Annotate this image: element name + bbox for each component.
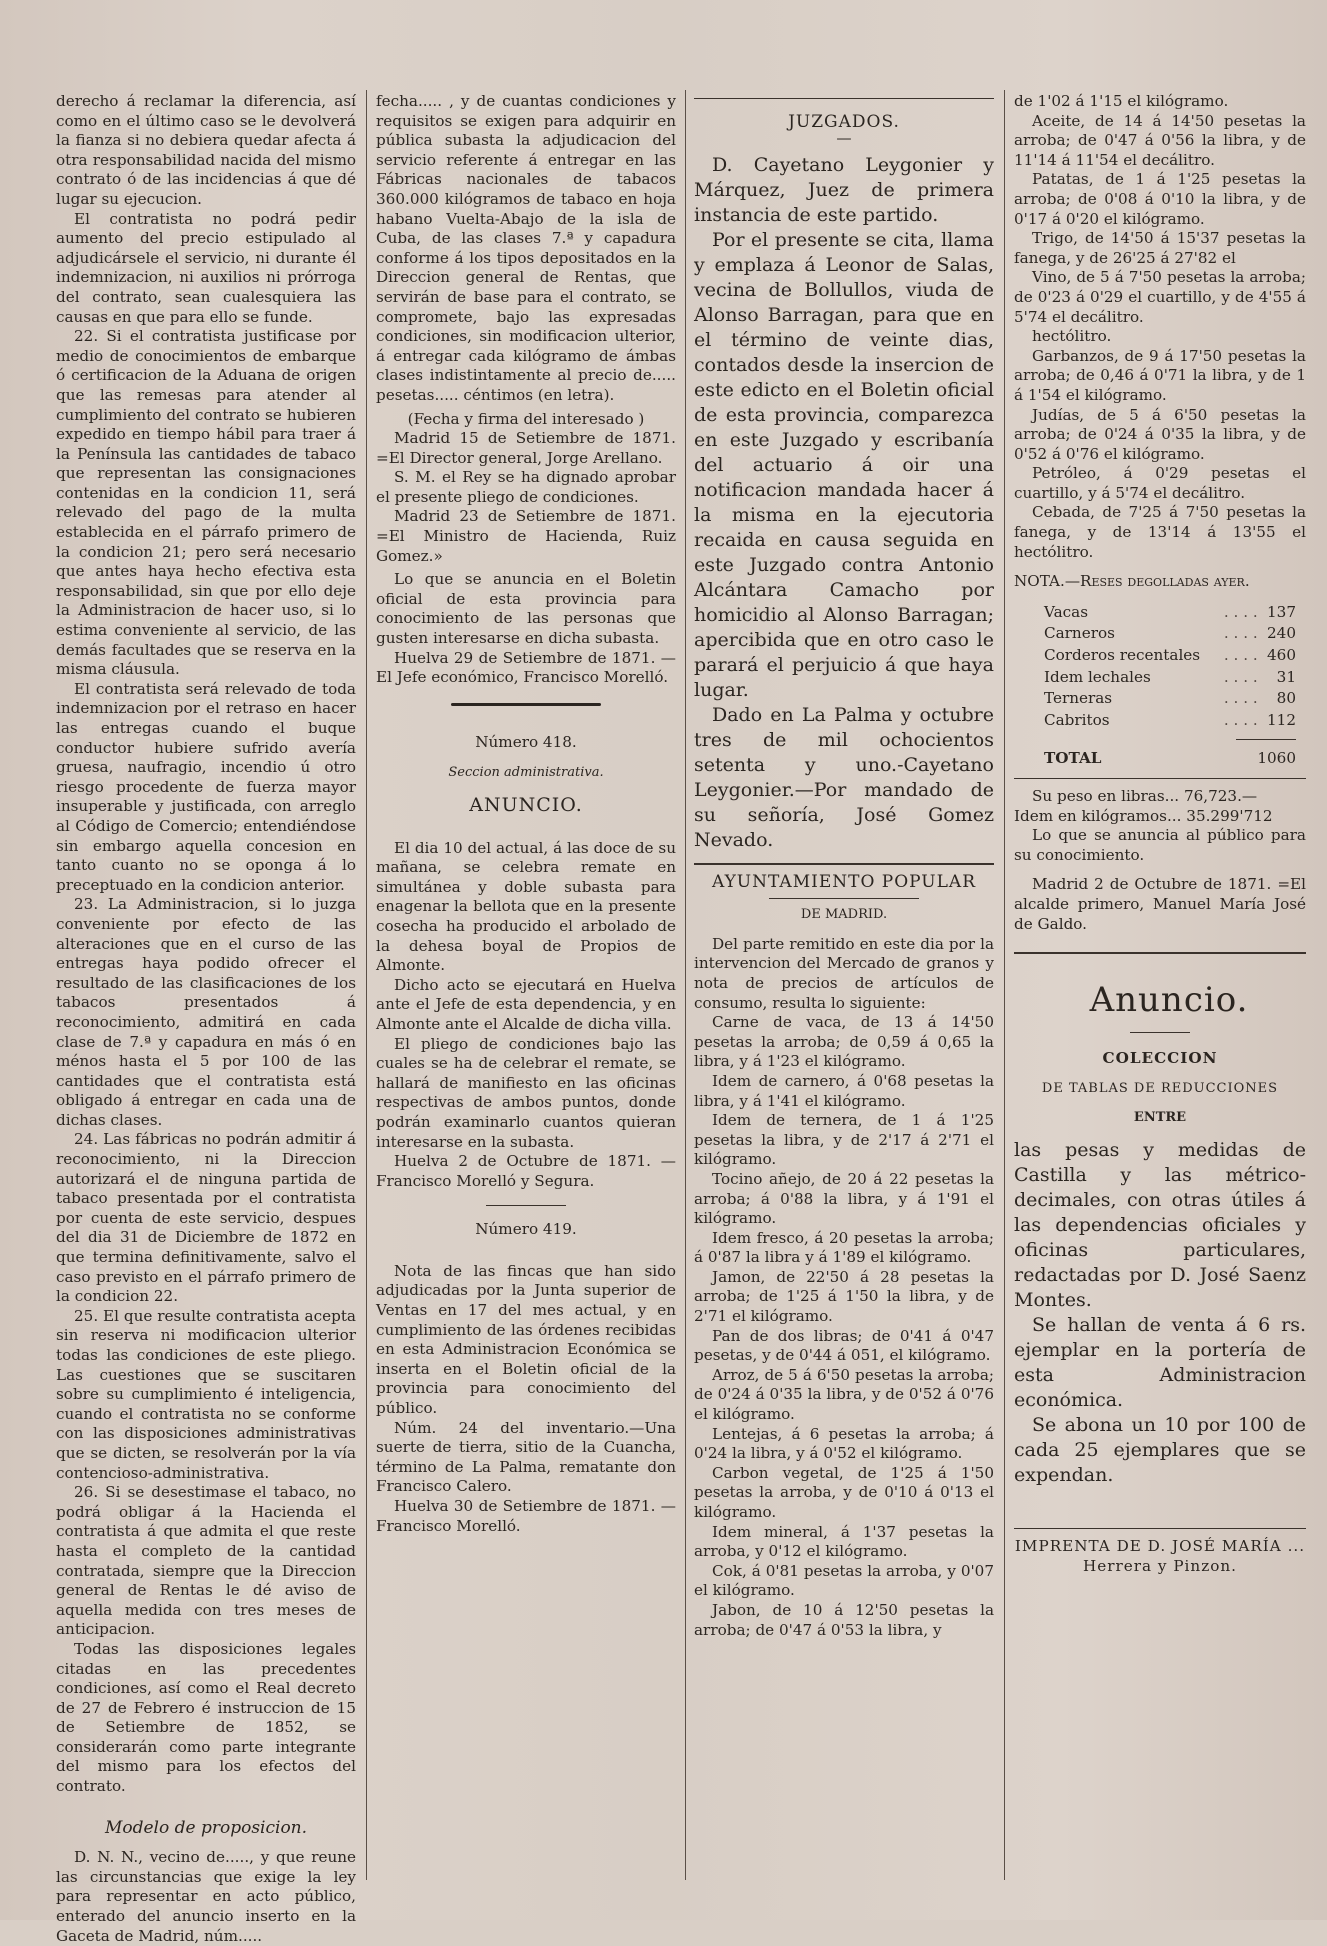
reses-label: Cabritos [1044,710,1110,729]
dateline: Huelva 29 de Setiembre de 1871. —El Jefe económico, Francisco Morelló. [376,648,676,687]
paragraph: 23. La Administracion, si lo juzga conveniente por efecto de las alteraciones que en el curso de las entregas haya podido ofrecer el resultado de las clasificaciones de los tabacos presentados á reconocimiento, admitirá en cada clase de 7.ª y capadura en más ó en ménos hasta el 5 por 100 de las cantidades que el contratista está obligado á entregar en cada una de dichas clases. [56,895,356,1129]
short-divider [1130,1032,1190,1033]
reses-table [1014,602,1306,732]
thick-rule [694,863,994,865]
dateline: Madrid 15 de Setiembre de 1871. =El Director general, Jorge Arellano. [376,429,676,467]
price-item: Vino, de 5 á 7'50 pesetas la arroba; de 0'23 á 0'29 el cuartillo, y de 4'55 á 5'74 el decálitro. [1014,268,1306,326]
table-row [1014,645,1306,667]
column-3 [694,98,994,1640]
section-subtitle: Seccion administrativa. [448,765,604,780]
coleccion-subtitle: DE TABLAS DE REDUCCIONES [1041,1080,1279,1096]
total-value: 1060 [1257,749,1296,768]
price-item: Jabon, de 10 á 12'50 pesetas la arroba; de 0'47 á 0'53 la libra, y [694,1600,994,1639]
paragraph: Se hallan de venta á 6 rs. ejemplar en la portería de esta Administracion económica. [1014,1313,1306,1411]
leader-dots: . . . . [1223,624,1258,643]
paragraph: D. Cayetano Leygonier y Márquez, Juez de primera instancia de este partido. [694,153,994,226]
paragraph: Dicho acto se ejecutará en Huelva ante el Jefe de esta dependencia, y en Almonte ante el Alcalde de dicha villa. [376,975,676,1033]
model-text-cont: fecha..... , y de cuantas condiciones y requisitos se exigen para adquirir en pública subasta la adjudicacion del servicio referente á entregar en las Fábricas nacionales de tabacos 360.000 kilógramos de tabaco en hoja habano Vuelta-Abajo de la isla de Cuba, de las clases 7.ª y capadura conforme á los tipos depositados en la Direccion general de Rentas, que servirán de base para el contrato, se compromete, bajo las expresadas condiciones, sin modificacion ulterior, á entregar cada kilógramo de ámbas clases indistintamente al precio de..... pesetas..... céntimos (en letra). [376,92,676,404]
column-rule-2 [685,90,686,1880]
reses-label: Vacas [1044,602,1088,621]
paragraph: 22. Si el contratista justificase por medio de conocimientos de embarque ó certificacion de la Aduana de origen que las remesas para atender al cumplimiento del contrato se hubieren expedido en tiempo hábil para traer á la Península las cantidades de tabaco que representan las consignaciones contenidas en la condicion 11, será relevado del pago de la multa establecida en el párrafo primero de la condicion 21; pero será necesario que antes haya hecho efectiva esta responsabilidad, sin que por ello deje la Administracion de hacer uso, si lo estima conveniente al servicio, de las demás facultades que se reserva en la misma cláusula. [56,327,356,679]
paragraph: 25. El que resulte contratista acepta sin reserva ni modificacion ulterior todas las condiciones de este pliego. Las cuestiones que se suscitaren sobre su cumplimiento é inteligencia, cuando el contratista no se conforme con las disposiciones administrativas que se dicten, se resolverán por la vía contencioso-administrativa. [56,1306,356,1482]
paragraph: 26. Si se desestimase el tabaco, no podrá obligar á la Hacienda el contratista á que admita el que reste hasta el completo de la cantidad contratada, siempre que la Direccion general de Rentas le dé aviso de aquella medida con tres meses de anticipacion. [56,1483,356,1639]
table-row [1014,688,1306,710]
reses-value: 137 [1267,602,1296,621]
paragraph: S. M. el Rey se ha dignado aprobar el presente pliego de condiciones. [376,468,676,506]
leader-dots: . . . . [1223,710,1258,729]
model-heading: Modelo de proposicion. [104,1817,308,1838]
paragraph: El dia 10 del actual, á las doce de su mañana, se celebra remate en simultánea y doble subasta para enagenar la bellota que en la presente cosecha ha producido el arbolado de la dehesa boyal de Propios de Almonte. [376,838,676,975]
price-item: Lentejas, á 6 pesetas la arroba; á 0'24 la libra, y á 0'52 el kilógramo. [694,1424,994,1463]
price-item: Patatas, de 1 á 1'25 pesetas la arroba; de 0'08 á 0'10 la libra, y de 0'17 á 0'20 el kilógramo. [1014,170,1306,228]
price-item: Pan de dos libras; de 0'41 á 0'47 pesetas, y de 0'44 á 051, el kilógramo. [694,1326,994,1365]
price-item: Idem de carnero, á 0'68 pesetas la libra, y á 1'41 el kilógramo. [694,1071,994,1110]
price-item: hectólitro. [1032,327,1112,346]
table-row [1014,667,1306,689]
paragraph: Lo que se anuncia al público para su conocimiento. [1014,826,1306,864]
sum-rule [1236,739,1296,740]
table-row [1014,623,1306,645]
price-item: Aceite, de 14 á 14'50 pesetas la arroba; de 0'47 á 0'56 la libra, y de 11'14 á 11'54 el decálitro. [1014,111,1306,169]
paragraph: Lo que se anuncia en el Boletin oficial de esta provincia para conocimiento de las personas que gusten interesarse en dicha subasta. [376,570,676,648]
price-item: Carne de vaca, de 13 á 14'50 pesetas la arroba; de 0,59 á 0,65 la libra, y á 1'23 el kilógramo. [694,1013,994,1071]
price-item: Arroz, de 5 á 6'50 pesetas la arroba; de 0'24 á 0'35 la libra, y de 0'52 á 0'76 el kilógramo. [694,1365,994,1424]
reses-value: 112 [1267,710,1296,729]
paragraph: Su peso en libras... 76,723.— [1032,787,1258,805]
column-1 [56,92,356,1946]
price-item: Trigo, de 14'50 á 15'37 pesetas la fanega, y de 26'25 á 27'82 el [1014,229,1306,267]
coleccion-entre: ENTRE [1133,1110,1187,1126]
section-heading: AYUNTAMIENTO POPULAR [712,871,976,892]
section-subtitle: DE MADRID. [800,907,888,923]
column-rule-3 [1004,90,1005,1880]
section-number: Número 419. [475,1220,577,1239]
paragraph: Nota de las fincas que han sido adjudicadas por la Junta superior de Ventas en 17 del mes actual, y en cumplimiento de las órdenes recibidas en esta Administracion Económica se inserta en el Boletin oficial de la provincia para conocimiento del público. [376,1261,676,1418]
dateline: Huelva 30 de Setiembre de 1871. —Francisco Morelló. [376,1497,676,1535]
price-list [694,1013,994,1640]
price-list [1014,92,1306,562]
price-item: Cok, á 0'81 pesetas la arroba, y 0'07 el kilógramo. [694,1561,994,1600]
reses-label: Terneras [1044,689,1113,708]
thick-rule [1014,952,1306,954]
leader-dots: . . . . [1223,602,1258,621]
reses-label: Carneros [1044,624,1115,643]
paragraph: Núm. 24 del inventario.—Una suerte de tierra, sitio de la Cuancha, término de La Palma, rematante don Francisco Calero. [376,1418,676,1496]
paragraph: Dado en La Palma y octubre tres de mil ochocientos setenta y uno.-Cayetano Leygonier.—Por mandado de su señoría, José Gomez Nevado. [694,703,994,851]
paragraph: El contratista no podrá pedir aumento del precio estipulado al adjudicársele el servicio, ni durante él indemnizacion, ni auxilios ni prórroga del contrato, sean cualesquiera las causas en que para ello se funde. [56,209,356,326]
dateline: Madrid 23 de Setiembre de 1871. =El Ministro de Hacienda, Ruiz Gomez.» [376,507,676,565]
price-item: Jamon, de 22'50 á 28 pesetas la arroba; de 1'25 á 1'50 la libra, y de 2'71 el kilógramo. [694,1267,994,1326]
paragraph: 24. Las fábricas no podrán admitir á reconocimiento, ni la Direccion autorizará el de ninguna partida de tabaco presentada por el contratista por cuenta de este servicio, despues del dia 31 de Diciembre de 1872 en que termina definitivamente, salvo el caso previsto en el párrafo primero de la condicion 22. [56,1130,356,1306]
reses-value: 460 [1267,646,1296,665]
price-item: Idem mineral, á 1'37 pesetas la arroba, y 0'12 el kilógramo. [694,1522,994,1561]
column-rule-1 [366,90,367,1880]
coleccion-title: COLECCION [1102,1049,1218,1068]
paragraph: las pesas y medidas de Castilla y las métrico-decimales, con otras útiles á las dependencias oficiales y oficinas particulares, redactadas por D. José Saenz Montes. [1014,1138,1306,1311]
anuncio-heading: Anuncio. [1089,980,1249,1021]
reses-label: Idem lechales [1044,667,1151,686]
rule [1014,1528,1306,1529]
dash-divider: — [836,128,852,147]
reses-label: Corderos recentales [1044,646,1201,665]
ornament-divider [376,696,676,716]
price-item: Tocino añejo, de 20 á 22 pesetas la arroba; á 0'88 la libra, y á 1'91 el kilógramo. [694,1169,994,1228]
paragraph: Del parte remitido en este dia por la intervencion del Mercado de granos y nota de precios de artículos de consumo, resulta lo siguiente: [694,934,994,1012]
paragraph: Por el presente se cita, llama y emplaza á Leonor de Salas, vecina de Bollullos, viuda de Alonso Barragan, para que en el término de veinte dias, contados desde la insercion de este edicto en el Boletin oficial de esta provincia, comparezca en este Juzgado y escribanía del actuario á oir una notificacion mandada hacer á la misma en la ejecutoria recaida en causa seguida en este Juzgado contra Antonio Alcántara Camacho por homicidio al Alonso Barragan; apercibida que en otro caso le parará el perjuicio á que haya lugar. [694,228,994,701]
signature-note: (Fecha y firma del interesado ) [407,409,645,428]
table-row [1014,710,1306,732]
paragraph: El contratista será relevado de toda indemnizacion por el retraso en hacer las entregas cuando el buque conductor hubiere sufrido avería gruesa, naufragio, incendio ú otro riesgo procedente de fuerza mayor insuperable y justificada, con arreglo al Código de Comercio; entendiéndose sin embargo aquella concesion en tanto cuanto no se oponga á lo preceptuado en la condicion anterior. [56,679,356,894]
dateline: Huelva 2 de Octubre de 1871. —Francisco Morelló y Segura. [376,1152,676,1190]
short-divider [486,1205,566,1206]
column-4 [1014,92,1306,1576]
top-rule [694,98,994,99]
price-item: Idem fresco, á 20 pesetas la arroba; á 0'87 la libra y á 1'89 el kilógramo. [694,1228,994,1267]
leader-dots: . . . . [1223,689,1258,708]
imprenta: IMPRENTA DE D. JOSÉ MARÍA ... Herrera y Pinzon. [1014,1536,1306,1575]
paragraph: Se abona un 10 por 100 de cada 25 ejemplares que se expendan. [1014,1413,1306,1486]
paragraph: derecho á reclamar la diferencia, así como en el último caso se le devolverá la fianza si no debiera quedar afecta á otra responsabilidad nacida del mismo contrato ó de las incidencias á que dé lugar su ejecucion. [56,92,356,208]
price-item: Judías, de 5 á 6'50 pesetas la arroba; de 0'24 á 0'35 la libra, y de 0'52 á 0'76 el kilógramo. [1014,405,1306,463]
price-item: Garbanzos, de 9 á 17'50 pesetas la arroba; de 0,46 á 0'71 la libra, y de 1 á 1'54 el kilógramo. [1014,346,1306,404]
rule [1014,778,1306,779]
dateline: Madrid 2 de Octubre de 1871. =El alcalde primero, Manuel María José de Galdo. [1014,875,1306,933]
section-heading: ANUNCIO. [469,793,583,816]
price-item: de 1'02 á 1'15 el kilógramo. [1014,92,1229,110]
total-table [1014,748,1306,770]
reses-value: 31 [1276,667,1296,686]
reses-value: 240 [1267,624,1296,643]
leader-dots: . . . . [1223,646,1258,665]
price-item: Petróleo, á 0'29 pesetas el cuartillo, y á 5'74 el decálitro. [1014,464,1306,502]
column-2 [376,92,676,1536]
table-row [1014,602,1306,624]
price-item: Idem de ternera, de 1 á 1'25 pesetas la libra, y de 2'17 á 2'71 el kilógramo. [694,1111,994,1169]
section-number: Número 418. [475,733,577,752]
reses-value: 80 [1276,689,1296,708]
model-text: D. N. N., vecino de....., y que reune las circunstancias que exige la ley para representar en acto público, enterado del anuncio inserto en la Gaceta de Madrid, núm..... [56,1848,356,1945]
price-item: Cebada, de 7'25 á 7'50 pesetas la fanega, y de 13'14 á 13'55 el hectólitro. [1014,503,1306,561]
paragraph: El pliego de condiciones bajo las cuales se ha de celebrar el remate, se hallará de manifiesto en las oficinas respectivas de ambos puntos, donde podrán examinarlo cuantos quieran interesarse en la subasta. [376,1034,676,1151]
section-heading: JUZGADOS. [788,112,900,132]
total-label: TOTAL [1044,749,1102,768]
price-item: Carbon vegetal, de 1'25 á 1'50 pesetas la arroba, y de 0'10 á 0'13 el kilógramo. [694,1463,994,1521]
note-heading: NOTA.—Reses degolladas ayer. [1014,572,1250,591]
leader-dots: . . . . [1223,667,1258,686]
paragraph: Todas las disposiciones legales citadas en las precedentes condiciones, así como el Real decreto de 27 de Febrero é instruccion de 15 de Setiembre de 1852, se considerarán como parte integrante del mismo para los efectos del contrato. [56,1639,356,1796]
paragraph: Idem en kilógramos... 35.299'712 [1014,806,1273,825]
short-divider [769,898,919,899]
